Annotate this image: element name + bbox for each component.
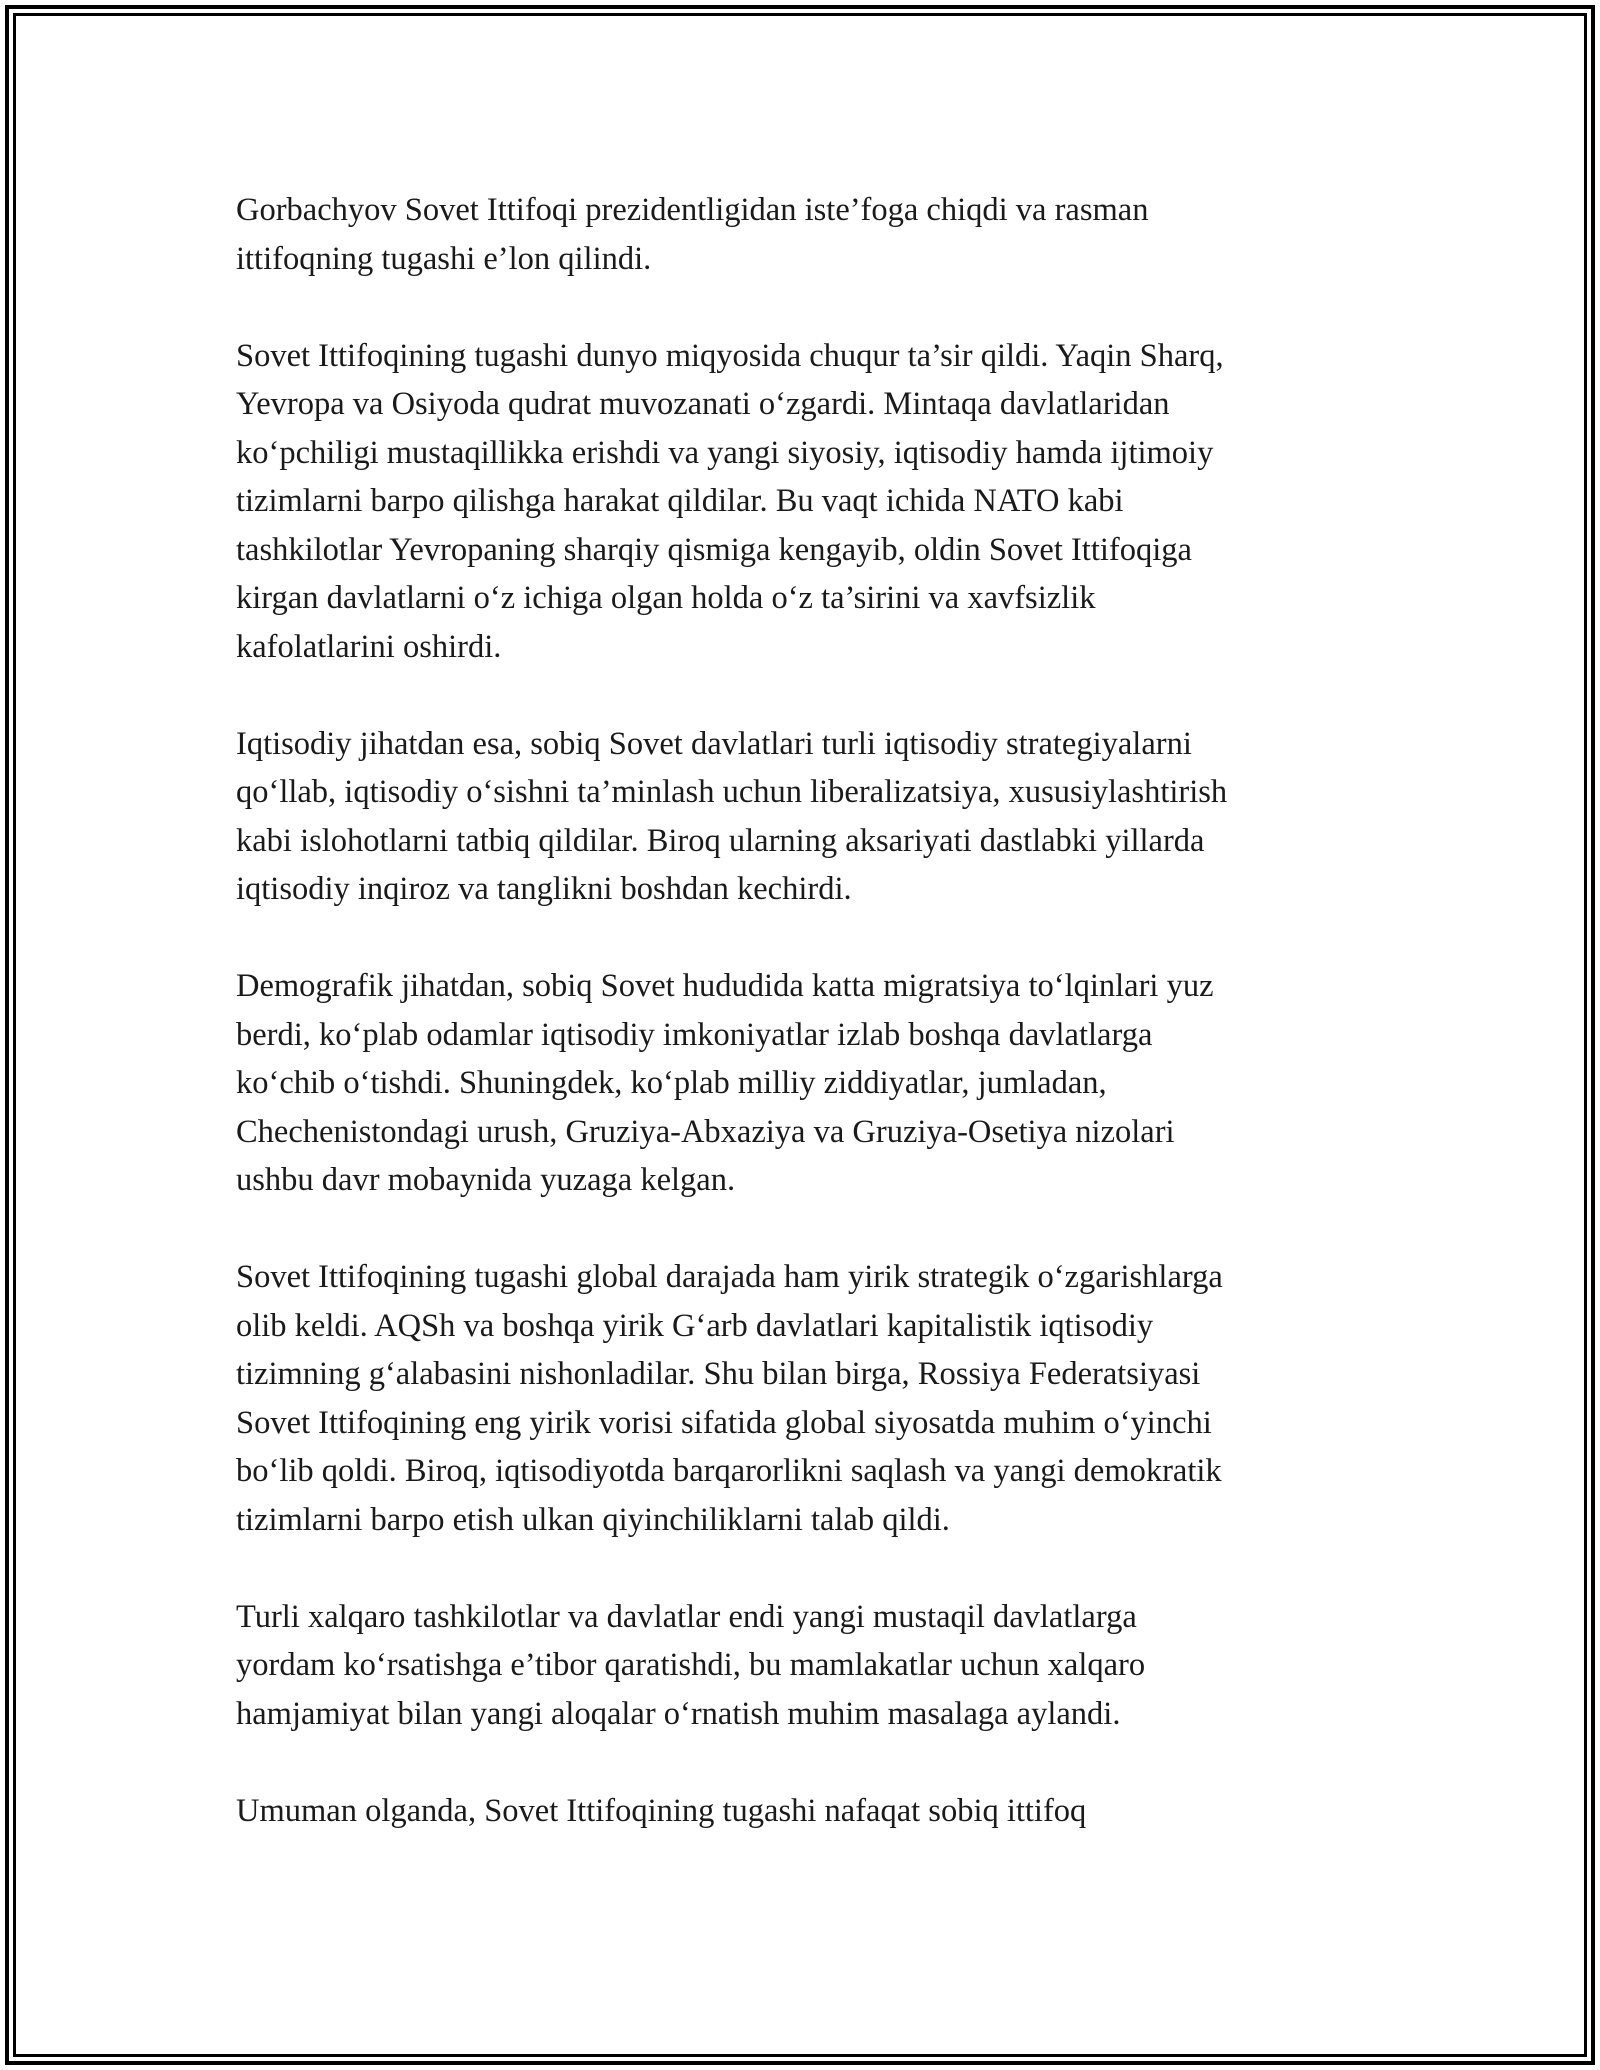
text-line: ko‘chib o‘tishdi. Shuningdek, ko‘plab milliy ziddiyatlar, jumladan,	[236, 1065, 1107, 1101]
text-line: berdi, ko‘plab odamlar iqtisodiy imkoniyatlar izlab boshqa davlatlarga	[236, 1016, 1153, 1053]
text-line: kirgan davlatlarni o‘z ichiga olgan holda o‘z ta’sirini va xavfsizlik	[236, 580, 1096, 616]
text-line: bo‘lib qoldi. Biroq, iqtisodiyotda barqarorlikni saqlash va yangi demokratik	[236, 1453, 1222, 1489]
text-line: kabi islohotlarni tatbiq qildilar. Biroq ularning aksariyati dastlabki yillarda	[236, 822, 1205, 859]
text-line: Iqtisodiy jihatdan esa, sobiq Sovet davlatlari turli iqtisodiy strategiyalarni	[236, 725, 1192, 762]
text-line: Sovet Ittifoqining tugashi global darajada ham yirik strategik o‘zgarishlarga	[236, 1259, 1223, 1295]
text-line: hamjamiyat bilan yangi aloqalar o‘rnatish muhim masalaga aylandi.	[236, 1695, 1121, 1732]
paragraph-2	[236, 332, 1386, 672]
paragraph-7	[236, 1787, 1386, 1836]
text-line: Sovet Ittifoqining eng yirik vorisi sifatida global siyosatda muhim o‘yinchi	[236, 1404, 1212, 1441]
text-line: tizimning g‘alabasini nishonladilar. Shu bilan birga, Rossiya Federatsiyasi	[236, 1356, 1201, 1392]
paragraph-4	[236, 962, 1386, 1205]
text-line: tizimlarni barpo qilishga harakat qildilar. Bu vaqt ichida NATO kabi	[236, 483, 1124, 519]
text-line: Umuman olganda, Sovet Ittifoqining tugashi nafaqat sobiq ittifoq	[236, 1792, 1087, 1829]
text-line: olib keldi. AQSh va boshqa yirik G‘arb davlatlari kapitalistik iqtisodiy	[236, 1307, 1154, 1344]
paragraph-6	[236, 1593, 1386, 1739]
text-line: Chechenistondagi urush, Gruziya-Abxaziya va Gruziya-Osetiya nizolari	[236, 1113, 1175, 1150]
text-line: yordam ko‘rsatishga e’tibor qaratishdi, bu mamlakatlar uchun xalqaro	[236, 1647, 1146, 1683]
paragraph-1	[236, 186, 1386, 283]
text-line: Demografik jihatdan, sobiq Sovet hududida katta migratsiya to‘lqinlari yuz	[236, 968, 1214, 1004]
text-line: kafolatlarini oshirdi.	[236, 628, 502, 665]
paragraph-3	[236, 720, 1386, 914]
text-line: qo‘llab, iqtisodiy o‘sishni ta’minlash uchun liberalizatsiya, xususiylashtirish	[236, 774, 1228, 810]
text-line: tashkilotlar Yevropaning sharqiy qismiga kengayib, oldin Sovet Ittifoqiga	[236, 531, 1192, 568]
text-line: Sovet Ittifoqining tugashi dunyo miqyosida chuqur ta’sir qildi. Yaqin Sharq,	[236, 337, 1224, 374]
text-line: Gorbachyov Sovet Ittifoqi prezidentligidan iste’foga chiqdi va rasman	[236, 192, 1149, 228]
text-line: ittifoqning tugashi e’lon qilindi.	[236, 240, 652, 277]
text-line: ko‘pchiligi mustaqillikka erishdi va yangi siyosiy, iqtisodiy hamda ijtimoiy	[236, 434, 1214, 471]
text-line: iqtisodiy inqiroz va tanglikni boshdan kechirdi.	[236, 871, 852, 907]
text-line: Turli xalqaro tashkilotlar va davlatlar endi yangi mustaqil davlatlarga	[236, 1598, 1137, 1635]
text-line: Yevropa va Osiyoda qudrat muvozanati o‘zgardi. Mintaqa davlatlaridan	[236, 386, 1170, 422]
text-line: ushbu davr mobaynida yuzaga kelgan.	[236, 1162, 736, 1198]
text-line: tizimlarni barpo etish ulkan qiyinchiliklarni talab qildi.	[236, 1501, 950, 1538]
document-body	[236, 186, 1386, 1884]
paragraph-5	[236, 1253, 1386, 1544]
